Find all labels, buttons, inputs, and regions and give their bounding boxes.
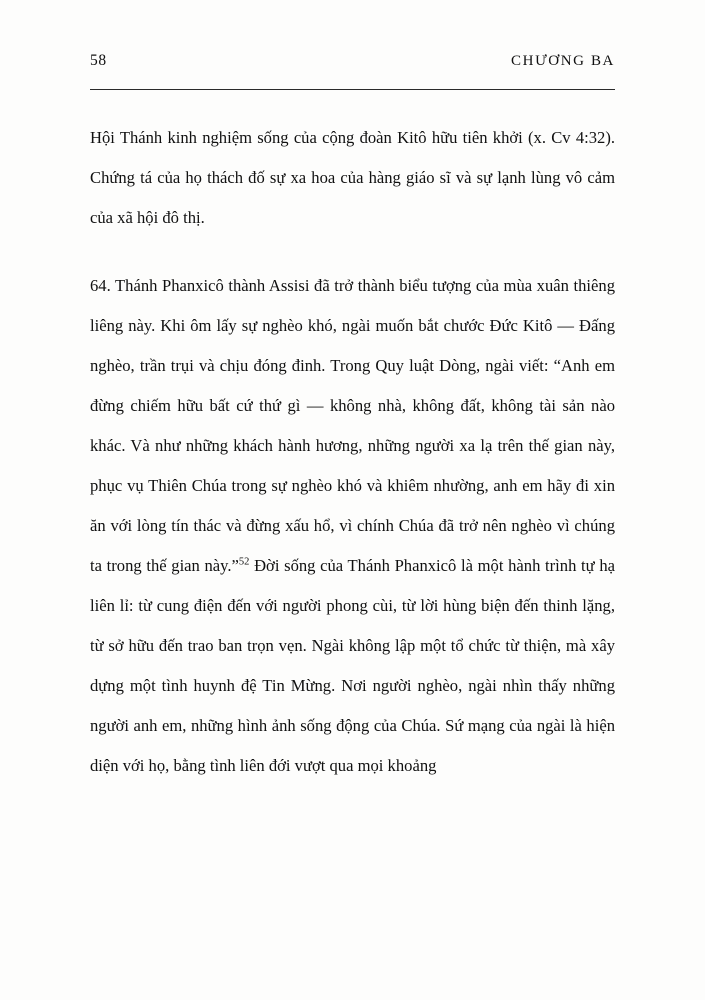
paragraph (90, 266, 615, 786)
footnote-marker: 52 (238, 556, 250, 568)
running-head (90, 52, 615, 70)
header-divider (90, 89, 615, 90)
page-number: 58 (90, 52, 107, 69)
body-text (90, 118, 615, 786)
paragraph-text-before-footnote: 64. Thánh Phanxicô thành Assisi đã trở thành biểu tượng của mùa xuân thiêng liêng này. Khi ôm lấy sự nghèo khó, ngài muốn bắt chước Đức Kitô — Đấng nghèo, trần trụi và chịu đóng đinh. Trong Quy luật Dòng, ngài viết: “Anh em đừng chiếm hữu bất cứ thứ gì — không nhà, không đất, không tài sản nào khác. Và như những khách hành hương, những người xa lạ trên thế gian này, phục vụ Thiên Chúa trong sự nghèo khó và khiêm nhường, anh em hãy đi xin ăn với lòng tín thác và đừng xấu hổ, vì chính Chúa đã trở nên nghèo vì chúng ta trong thế gian này.” (90, 276, 615, 575)
chapter-title: CHƯƠNG BA (511, 53, 615, 69)
page-content (90, 52, 615, 786)
paragraph-text-after-footnote: Đời sống của Thánh Phanxicô là một hành trình tự hạ liên lỉ: từ cung điện đến với người phong cùi, từ lời hùng biện đến thinh lặng, từ sở hữu đến trao ban trọn vẹn. Ngài không lập một tổ chức từ thiện, mà xây dựng một tình huynh đệ Tin Mừng. Nơi người nghèo, ngài nhìn thấy những người anh em, những hình ảnh sống động của Chúa. Sứ mạng của ngài là hiện diện với họ, bằng tình liên đới vượt qua mọi khoảng (90, 556, 615, 775)
paragraph: Hội Thánh kinh nghiệm sống của cộng đoàn Kitô hữu tiên khởi (x. Cv 4:32). Chứng tá của họ thách đố sự xa hoa của hàng giáo sĩ và sự lạnh lùng vô cảm của xã hội đô thị. (90, 128, 615, 227)
